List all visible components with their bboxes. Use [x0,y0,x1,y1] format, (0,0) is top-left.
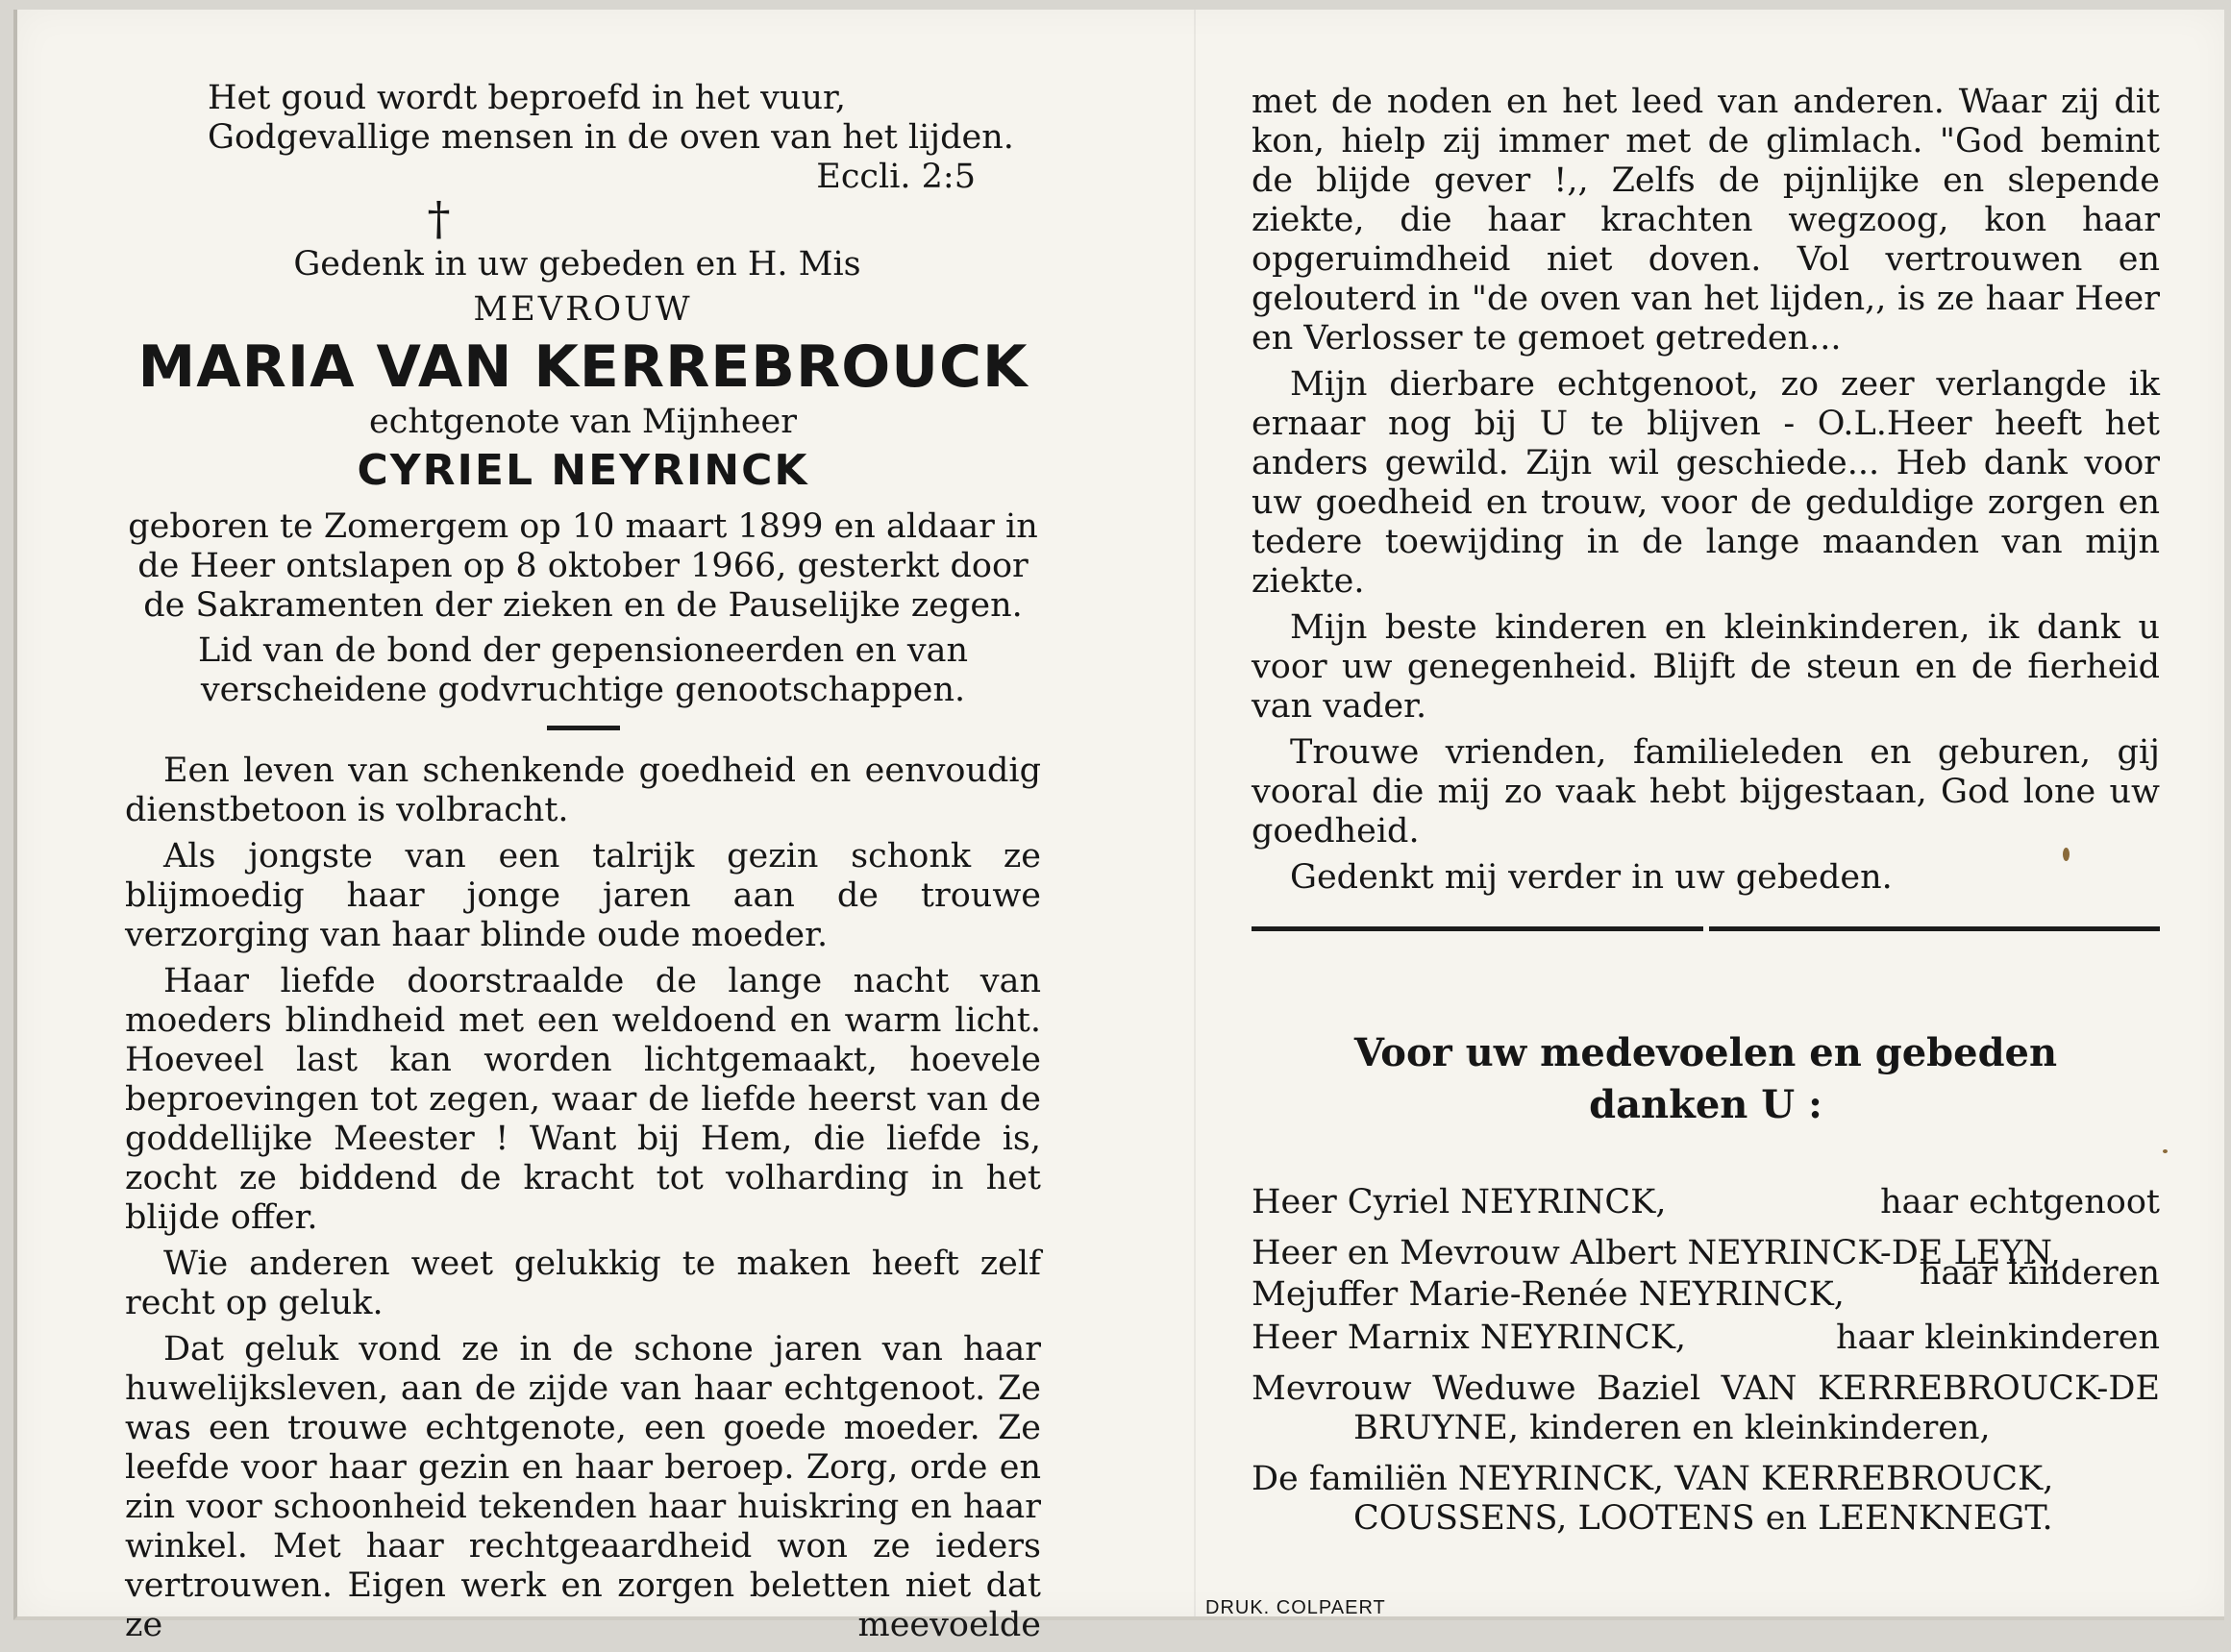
bio-line: de Sakramenten der zieken en de Pauselijke zegen. [143,586,1023,625]
quote-line: Het goud wordt beproefd in het vuur, [208,79,847,117]
thanks-name-continued: BRUYNE, kinderen en kleinkinderen, [1353,1409,1991,1447]
body-paragraph: Gedenkt mij verder in uw gebeden. [1290,858,1893,897]
thanks-entry [1252,1254,2160,1315]
cross-icon: † [427,192,451,246]
body-paragraph: Als jongste van een talrijk gezin schonk ze blijmoedig haar jonge jaren aan de trouwe verzorging van haar blinde oude moeder. [125,837,1041,954]
thanks-entry [1252,1319,2160,1358]
membership-line: Lid van de bond der gepensioneerden en van [197,631,969,670]
paper-speck [2163,1149,2168,1153]
thanks-heading [1252,1027,2160,1131]
quote-line: Godgevallige mensen in de oven van het lijden. [208,118,1014,157]
thanks-relation: haar kinderen [1919,1254,2160,1293]
bible-quote [125,79,1041,158]
thanks-name: Heer en Mevrouw Albert NEYRINCK-DE LEYN, [1252,1234,2061,1272]
title-word: MEVROUW [473,290,693,329]
thanks-entry [1252,1183,2160,1222]
thanks-entry [1252,1369,2160,1448]
bio-line: geboren te Zomergem op 10 maart 1899 en aldaar in [128,507,1038,546]
center-fold [1194,10,1196,1616]
paper-speck [2063,848,2070,861]
body-paragraph: Mijn beste kinderen en kleinkinderen, ik dank u voor uw genegenheid. Blijft de steun en de fierheid van vader. [1252,608,2160,726]
section-divider [547,726,620,730]
right-page [1252,83,2160,1550]
thanks-name: Mevrouw Weduwe Baziel VAN KERREBROUCK-DE [1252,1369,2160,1408]
remembrance-line: Gedenk in uw gebeden en H. Mis [293,245,861,284]
thanks-name: Mejuffer Marie-Renée NEYRINCK, [1252,1275,1845,1314]
biography [125,507,1041,626]
body-paragraph: Wie anderen weet gelukkig te maken heeft zelf recht op geluk. [125,1245,1041,1322]
body-paragraph: Trouwe vrienden, familieleden en geburen, gij vooral die mij zo vaak hebt bijgestaan, God lone uw goedheid. [1252,733,2160,851]
bio-line: de Heer ontslapen op 8 oktober 1966, gesterkt door [137,547,1029,585]
membership-line: verscheidene godvruchtige genootschappen. [200,671,966,709]
deceased-name: MARIA VAN KERREBROUCK [137,333,1029,401]
spouse-name: CYRIEL NEYRINCK [357,446,809,495]
thanks-list [1252,1183,2160,1539]
body-paragraph: Mijn dierbare echtgenoot, zo zeer verlangde ik ernaar nog bij U te blijven - O.L.Heer heeft het anders gewild. Zijn wil geschiede... Heb dank voor uw goedheid en trouw, voor de geduldige zorgen en tedere toewijding in de lange maanden van mijn ziekte. [1252,365,2160,601]
printer-credit: DRUK. COLPAERT [1205,1597,1386,1618]
double-rule [1252,926,2160,931]
body-paragraph: Een leven van schenkende goedheid en eenvoudig dienstbetoon is volbracht. [125,752,1041,829]
rule-segment [1709,926,2161,931]
thanks-name-continued: COUSSENS, LOOTENS en LEENKNEGT. [1353,1499,2053,1538]
thanks-entry [1252,1460,2160,1539]
thanks-heading-line: danken U : [1589,1082,1822,1127]
thanks-name: Heer Marnix NEYRINCK, [1252,1319,1686,1357]
rule-segment [1252,926,1703,931]
thanks-heading-line: Voor uw medevoelen en gebeden [1353,1030,2058,1075]
body-paragraph: met de noden en het leed van anderen. Waar zij dit kon, hielp zij immer met de glimlach. "God bemint de blijde gever !,, Zelfs de pijnlijke en slepende ziekte, die haar krachten wegzoog, kon haar opgeruimdheid niet doven. Vol vertrouwen en gelouterd in "de oven van het lijden,, is ze haar Heer en Verlosser te gemoet getreden... [1252,83,2160,358]
memorial-card [13,10,2224,1644]
body-paragraph: Haar liefde doorstraalde de lange nacht van moeders blindheid met een weldoend en warm licht. Hoeveel last kan worden lichtgemaakt, hoevele beproevingen tot zegen, waar de liefde heerst van de goddellijke Meester ! Want bij Hem, die liefde is, zocht ze biddend de kracht tot volharding in het blijde offer. [125,962,1041,1237]
left-page [125,79,1041,1652]
thanks-name: Heer Cyriel NEYRINCK, [1252,1183,1667,1221]
spouse-label: echtgenote van Mijnheer [369,403,797,441]
body-paragraph: Dat geluk vond ze in de schone jaren van haar huwelijksleven, aan de zijde van haar echtgenoot. Ze was een trouwe echtgenote, een goede moeder. Ze leefde voor haar gezin en haar beroep. Zorg, orde en zin voor schoonheid tekenden haar huiskring en haar winkel. Met haar rechtgeaardheid won ze ieders vertrouwen. Eigen werk en zorgen beletten niet dat ze meevoelde [125,1330,1041,1644]
thanks-relation: haar echtgenoot [1880,1183,2160,1221]
membership [125,631,1041,710]
thanks-name: De familiën NEYRINCK, VAN KERREBROUCK, [1252,1460,2054,1498]
quote-reference: Eccli. 2:5 [816,158,976,196]
thanks-relation: haar kleinkinderen [1835,1319,2160,1357]
